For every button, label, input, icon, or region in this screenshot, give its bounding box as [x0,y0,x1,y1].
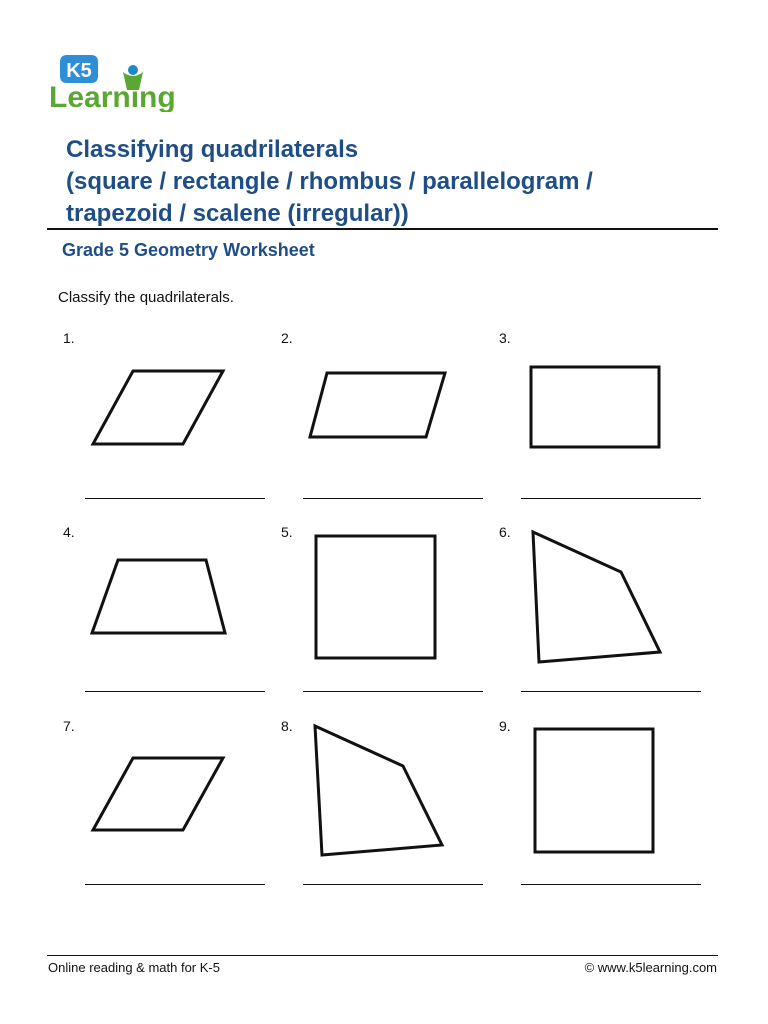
quadrilateral-shape [281,718,501,868]
logo-badge-text: K5 [66,60,92,82]
header-divider [47,228,718,230]
answer-line[interactable] [85,884,265,885]
answer-line[interactable] [521,691,701,692]
problem-number: 6. [499,524,511,540]
problem-2 [281,330,501,510]
problem-4 [63,524,283,704]
problem-number: 9. [499,718,511,734]
answer-line[interactable] [303,691,483,692]
problem-7 [63,718,283,898]
problem-number: 8. [281,718,293,734]
answer-line[interactable] [521,884,701,885]
problem-5 [281,524,501,704]
title-line-3: trapezoid / scalene (irregular)) [66,200,409,227]
answer-line[interactable] [303,884,483,885]
worksheet-subtitle: Grade 5 Geometry Worksheet [62,240,315,260]
quadrilateral-shape [63,524,283,674]
title-line-2: (square / rectangle / rhombus / parallelogram / [66,168,593,195]
worksheet-title [66,134,746,230]
logo-badge [59,54,99,84]
logo-wordmark: Learning [49,81,176,112]
problem-8 [281,718,501,898]
quadrilateral-shape [281,330,501,480]
problem-number: 3. [499,330,511,346]
problem-9 [499,718,719,898]
problem-3 [499,330,719,510]
answer-line[interactable] [85,498,265,499]
quadrilateral-shape [63,330,283,480]
quadrilateral-shape [499,524,719,674]
footer-website[interactable]: © www.k5learning.com [584,960,717,975]
answer-line[interactable] [521,498,701,499]
answer-line[interactable] [303,498,483,499]
answer-line[interactable] [85,691,265,692]
problem-number: 7. [63,718,75,734]
problem-number: 4. [63,524,75,540]
k5-learning-logo [47,50,187,112]
quadrilateral-shape [499,330,719,480]
instruction-text: Classify the quadrilaterals. [58,289,234,306]
quadrilateral-shape [63,718,283,868]
problem-6 [499,524,719,704]
problem-number: 2. [281,330,293,346]
problem-1 [63,330,283,510]
footer-divider [47,955,718,956]
quadrilateral-shape [281,524,501,674]
problem-number: 5. [281,524,293,540]
title-line-1: Classifying quadrilaterals [66,136,359,163]
quadrilateral-shape [499,718,719,868]
problem-number: 1. [63,330,75,346]
footer-tagline: Online reading & math for K-5 [48,960,220,975]
